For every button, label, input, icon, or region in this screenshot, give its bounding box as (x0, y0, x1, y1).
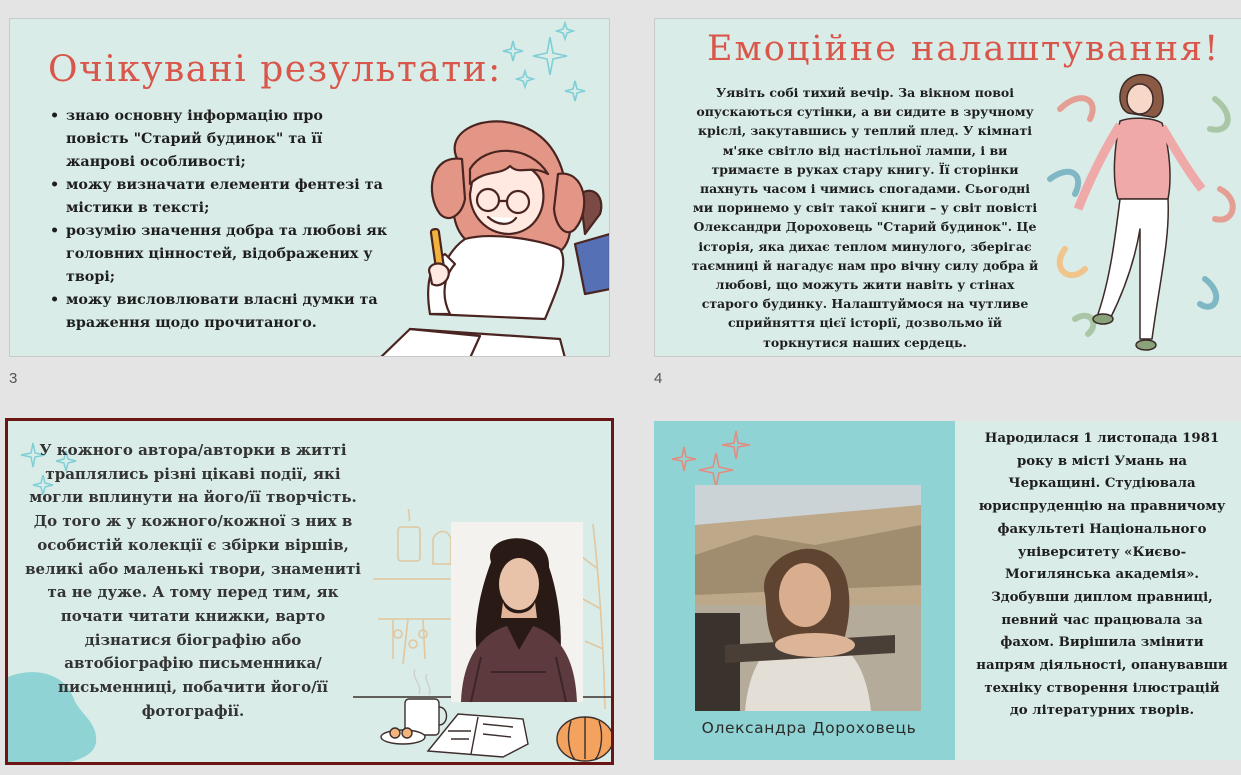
sparkle-icon (495, 19, 595, 109)
bullet-item: • можу визначати елементи фентезі та містики в тексті; (50, 174, 390, 220)
bullet-item: • розумію значення добра та любові як головних цінностей, відображених у творі; (50, 220, 390, 289)
author-photo (695, 485, 921, 711)
slide-thumbnail-3[interactable] (9, 18, 610, 357)
bullet-list (50, 105, 390, 335)
slide-thumbnail-6[interactable] (654, 421, 1241, 760)
bullet-item: • знаю основну інформацію про повість "Старий будинок" та її жанрові особливості; (50, 105, 390, 174)
slide-title: Очікувані результати: (48, 49, 502, 90)
slide-title: Емоційне налаштування! (707, 29, 1221, 69)
slide-body-text: Уявіть собі тихий вечір. За вікном повоі опускаються сутінки, а ви сидите в зручному кріслі, закутавшись у теплий плед. У кімнаті м'яке світло від настільної лампи, і ви тримаєте в руках стару книгу. Її сторінки пахнуть часом і чимись спогадами. Сьогодні ми поринемо у світ такої книги – у світ повісті Олександри Дороховець "Старий будинок". Це історія, яка дихає теплом минулого, зберігає таємниці й нагадує нам про вічну силу добра й любові, що можуть жити навіть у стінах старого будинку. Налаштуймося на чутливе сприйняття цієї історії, дозвольмо їй торкнутися наших сердець. (691, 85, 1039, 350)
woman-illustration (1040, 69, 1241, 357)
slide-thumbnail-5[interactable] (5, 418, 614, 765)
slide-number: 4 (654, 370, 663, 387)
girl-illustration (370, 114, 610, 357)
slide-body-text: У кожного автора/авторки в житті траплялись різні цікаві події, які могли вплинути на його/її творчість. До того ж у кожного/кожної з них в особистій колекції є збірки віршів, великі або маленькі твори, знамениті та не дуже. А тому перед тим, як почати читати книжки, варто дізнатися біографію або автобіографію письменника/письменниці, побачити його/її фотографії. (25, 441, 361, 720)
bullet-item: • можу висловлювати власні думки та враження щодо прочитаного. (50, 289, 390, 335)
photo-caption: Олександра Дороховець (701, 719, 917, 737)
author-photo (451, 522, 583, 702)
slide-thumbnail-4[interactable] (654, 18, 1241, 357)
slide-body-text: Народилася 1 листопада 1981 року в місті Умань на Черкащині. Студіювала юриспруденцію на правничому факультеті Національного університету «Києво-Могилянська академія». Здобувши диплом правниці, певний час працювала за фахом. Вирішила змінити напрям діяльності, опанувавши техніку створення ілюстрацій до літературних творів. (976, 431, 1228, 719)
slide-number: 3 (9, 370, 18, 387)
